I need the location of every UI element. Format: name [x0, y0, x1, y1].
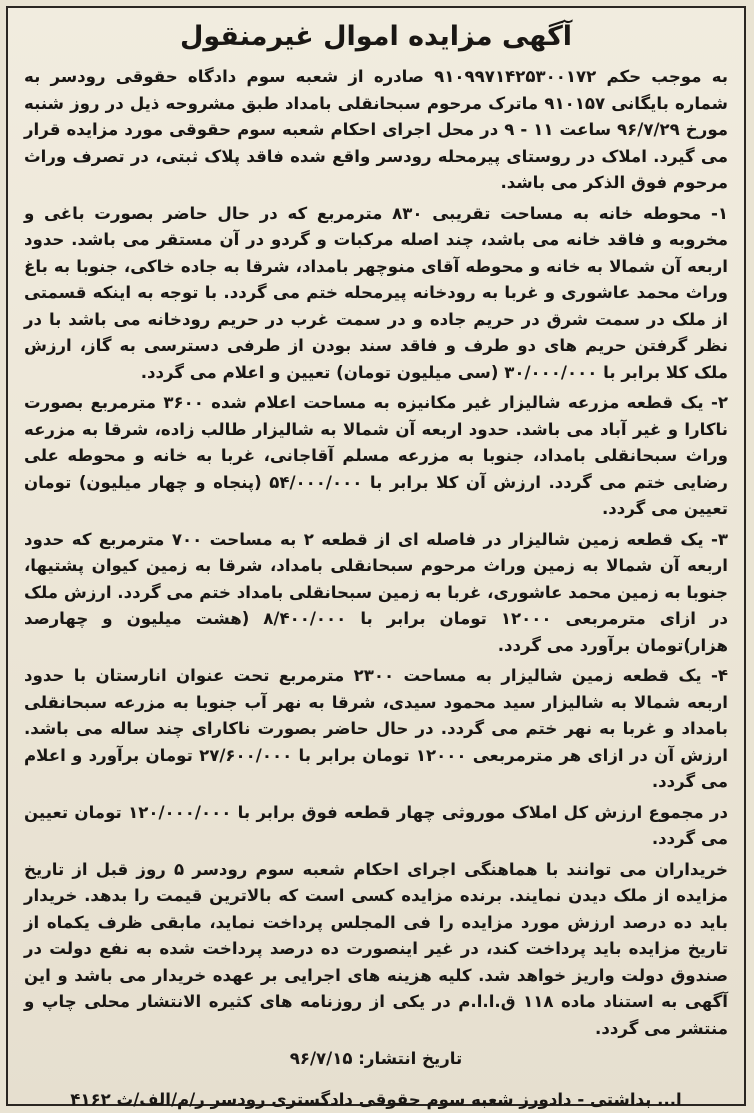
intro-paragraph: به موجب حکم ۹۱۰۹۹۷۱۴۲۵۳۰۰۱۷۲ صادره از شعبه سوم دادگاه حقوقی رودسر به شماره بایگانی ۹۱۰۱۵۷ ماترک مرحوم سبحانقلی بامداد طبق مشروحه ذیل در روز شنبه مورخ ۹۶/۷/۲۹ ساعت ۱۱ - ۹ در محل اجرای احکام شعبه سوم حقوقی مورد مزایده قرار می گیرد. املاک در روستای پیرمحله رودسر واقع شده فاقد پلاک ثبتی، در تصرف وراث مرحوم فوق الذکر می باشد. — [24, 67, 728, 192]
conditions-paragraph: خریداران می توانند با هماهنگی اجرای احکام شعبه سوم رودسر ۵ روز قبل از تاریخ مزایده از ملک دیدن نمایند. برنده مزایده کسی است که بالاترین قیمت را بدهد. خریدار باید ده درصد ارزش مورد مزایده را فی المجلس پرداخت نماید، مابقی ظرف یکماه از تاریخ مزایده باید پرداخت کند، در غیر اینصورت ده درصد پرداخت شده به نفع دولت در صندوق دولت واریز خواهد شد. کلیه هزینه های اجرایی بر عهده خریدار می باشد و این آگهی به استناد ماده ۱۱۸ ق.ا.ا.م در یکی از روزنامه های کثیره الانتشار محلی چاپ و منتشر می گردد. — [24, 859, 728, 1038]
notice-title: آگهی مزایده اموال غیرمنقول — [179, 21, 573, 52]
item-1: ۱- محوطه خانه به مساحت تقریبی ۸۳۰ مترمربع که در حال حاضر بصورت باغی و مخروبه و فاقد خانه می باشد، چند اصله مرکبات و گردو در آن مستقر می باشد. حدود اربعه آن شمالا به خانه و محوطه آقای منوچهر بامداد، شرقا به جاده خاکی، جنوبا به باغ وراث محمد عاشوری و غربا به رودخانه پیرمحله ختم می گردد. با توجه به اینکه قسمتی از ملک در سمت شرق در حریم جاده و در سمت غرب در حریم رودخانه می باشد با در نظر گرفتن حریم های دو طرف و فاقد سند بودن از طرفی دسترسی به گاز، ارزش ملک کلا برابر با ۳۰/۰۰۰/۰۰۰ (سی میلیون تومان) تعیین و اعلام می گردد. — [24, 203, 728, 382]
total-value: در مجموع ارزش کل املاک موروثی چهار قطعه فوق برابر با ۱۲۰/۰۰۰/۰۰۰ تومان تعیین می گردد. — [24, 802, 729, 848]
publish-date: تاریخ انتشار: ۹۶/۷/۱۵ — [289, 1049, 463, 1068]
auction-notice — [6, 6, 746, 1109]
item-2: ۲- یک قطعه مزرعه شالیزار غیر مکانیزه به مساحت اعلام شده ۳۶۰۰ مترمربع بصورت ناکارا و غیر آباد می باشد. حدود اربعه آن شمالا به شالیزار طالب زاده، شرقا به مزرعه وراث سبحانقلی بامداد، جنوبا به مزرعه مسلم آقاجانی، غربا به خانه و محوطه علی رضایی ختم می گردد. ارزش آن کلا برابر با ۵۴/۰۰۰/۰۰۰ (پنجاه و چهار میلیون) تومان تعیین می گردد. — [24, 393, 728, 518]
item-3: ۳- یک قطعه زمین شالیزار در فاصله ای از قطعه ۲ به مساحت ۷۰۰ مترمربع که حدود اربعه آن شمالا به زمین وراث مرحوم سبحانقلی بامداد، شرقا به زمین کیوان پشتیها، جنوبا به زمین محمد عاشوری، غربا به زمین سبحانقلی بامداد ختم می گردد. ارزش ملک در ازای مترمربعی ۱۲۰۰۰ تومان برابر با ۸/۴۰۰/۰۰۰ (هشت میلیون و چهارصد هزار)تومان برآورد می گردد. — [24, 529, 729, 655]
signature-footer: ا... بداشتی - دادورز شعبه سوم حقوقی دادگستری رودسر ر/م/الف/ث ۴۱۶۲ — [70, 1089, 682, 1109]
item-4: ۴- یک قطعه زمین شالیزار به مساحت ۲۳۰۰ مترمربع تحت عنوان انارستان با حدود اربعه شمالا به شالیزار سید محمود سیدی، شرقا به نهر آب جنوبا به مزرعه سبحانقلی بامداد و غربا به نهر ختم می گردد. در حال حاضر بصورت ناکارای چند ساله می باشد. ارزش آن در ازای هر مترمربعی ۱۲۰۰۰ تومان برابر با ۲۷/۶۰۰/۰۰۰ تومان برآورد و اعلام می گردد. — [24, 666, 728, 791]
